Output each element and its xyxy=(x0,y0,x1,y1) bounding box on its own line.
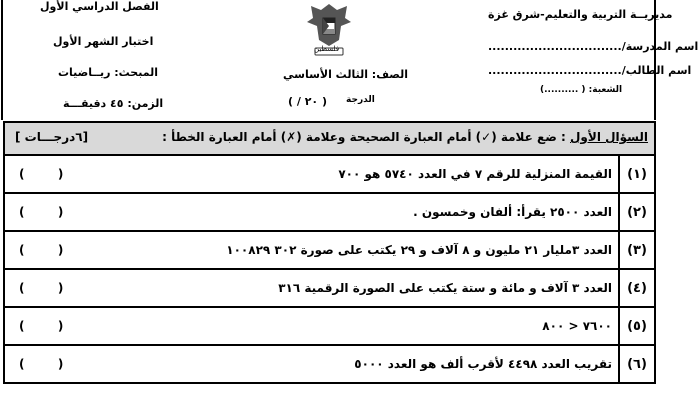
answer-blank[interactable]: ( ) xyxy=(19,243,64,257)
answer-blank[interactable]: ( ) xyxy=(19,357,64,371)
question-instruction: : ضع علامة (✓) أمام العبارة الصحيحة وعلامة (✗) أمام العبارة الخطأ : xyxy=(162,130,566,144)
item-number: (١) xyxy=(619,155,655,193)
item-number: (٥) xyxy=(619,307,655,345)
item-row xyxy=(4,307,655,345)
item-row xyxy=(4,193,655,231)
school-name-field: اسم المدرسة/................................ xyxy=(488,40,698,53)
item-number: (٤) xyxy=(619,269,655,307)
exam-label: اختبار الشهر الأول xyxy=(53,35,154,48)
subject-label: المبحث: ريــاضيات xyxy=(58,66,158,79)
student-name-field: اسم الطالب/................................ xyxy=(488,64,692,77)
question-title: السؤال الأول xyxy=(570,130,648,144)
time-label: الزمن: ٤٥ دقيقـــة xyxy=(63,97,164,110)
question-title-row xyxy=(162,130,648,144)
page-border-left xyxy=(1,0,3,120)
item-row xyxy=(4,155,655,193)
grade-label: الصف: الثالث الأساسي xyxy=(283,68,409,81)
item-statement: ٧٦٠٠ < ٨٠٠ xyxy=(542,319,612,333)
answer-blank[interactable]: ( ) xyxy=(19,167,64,181)
emblem-caption: فلسطين xyxy=(314,45,340,53)
directorate-label: مديريــة التربية والتعليم-شرق غزة xyxy=(488,8,673,21)
item-statement-cell xyxy=(4,345,619,383)
question-marks: [ ٦درجـــات] xyxy=(15,130,89,144)
answer-blank[interactable]: ( ) xyxy=(19,319,64,333)
answer-blank[interactable]: ( ) xyxy=(19,205,64,219)
score-label: الدرجة xyxy=(346,95,375,105)
question-header xyxy=(3,121,656,154)
item-statement-cell xyxy=(4,155,619,193)
item-number: (٦) xyxy=(619,345,655,383)
item-number: (٢) xyxy=(619,193,655,231)
items-table xyxy=(3,154,656,384)
item-statement: القيمة المنزلية للرقم ٧ في العدد ٥٧٤٠ هو ٧٠٠ xyxy=(338,167,612,181)
item-statement-cell xyxy=(4,307,619,345)
item-row xyxy=(4,269,655,307)
item-row xyxy=(4,345,655,383)
item-statement: العدد ٣ آلاف و مائة و ستة يكتب على الصورة الرقمية ٣١٦ xyxy=(278,281,612,295)
division-field: الشعبة: ( ..........) xyxy=(540,85,623,95)
score-value: ( / ٢٠ ) xyxy=(288,95,328,108)
item-row xyxy=(4,231,655,269)
item-statement-cell xyxy=(4,193,619,231)
answer-blank[interactable]: ( ) xyxy=(19,281,64,295)
semester-label: الفصل الدراسي الأول xyxy=(40,0,159,13)
item-number: (٣) xyxy=(619,231,655,269)
item-statement: العدد ٣مليار ٢١ مليون و ٨ آلاف و ٢٩ يكتب على صورة ٣٠٢ ١٠٠٨٢٩ xyxy=(226,243,612,257)
item-statement: تقريب العدد ٤٤٩٨ لأقرب ألف هو العدد ٥٠٠٠ xyxy=(354,357,612,371)
item-statement-cell xyxy=(4,269,619,307)
item-statement: العدد ٢٥٠٠ يقرأ: ألفان وخمسون . xyxy=(413,205,612,219)
item-statement-cell xyxy=(4,231,619,269)
